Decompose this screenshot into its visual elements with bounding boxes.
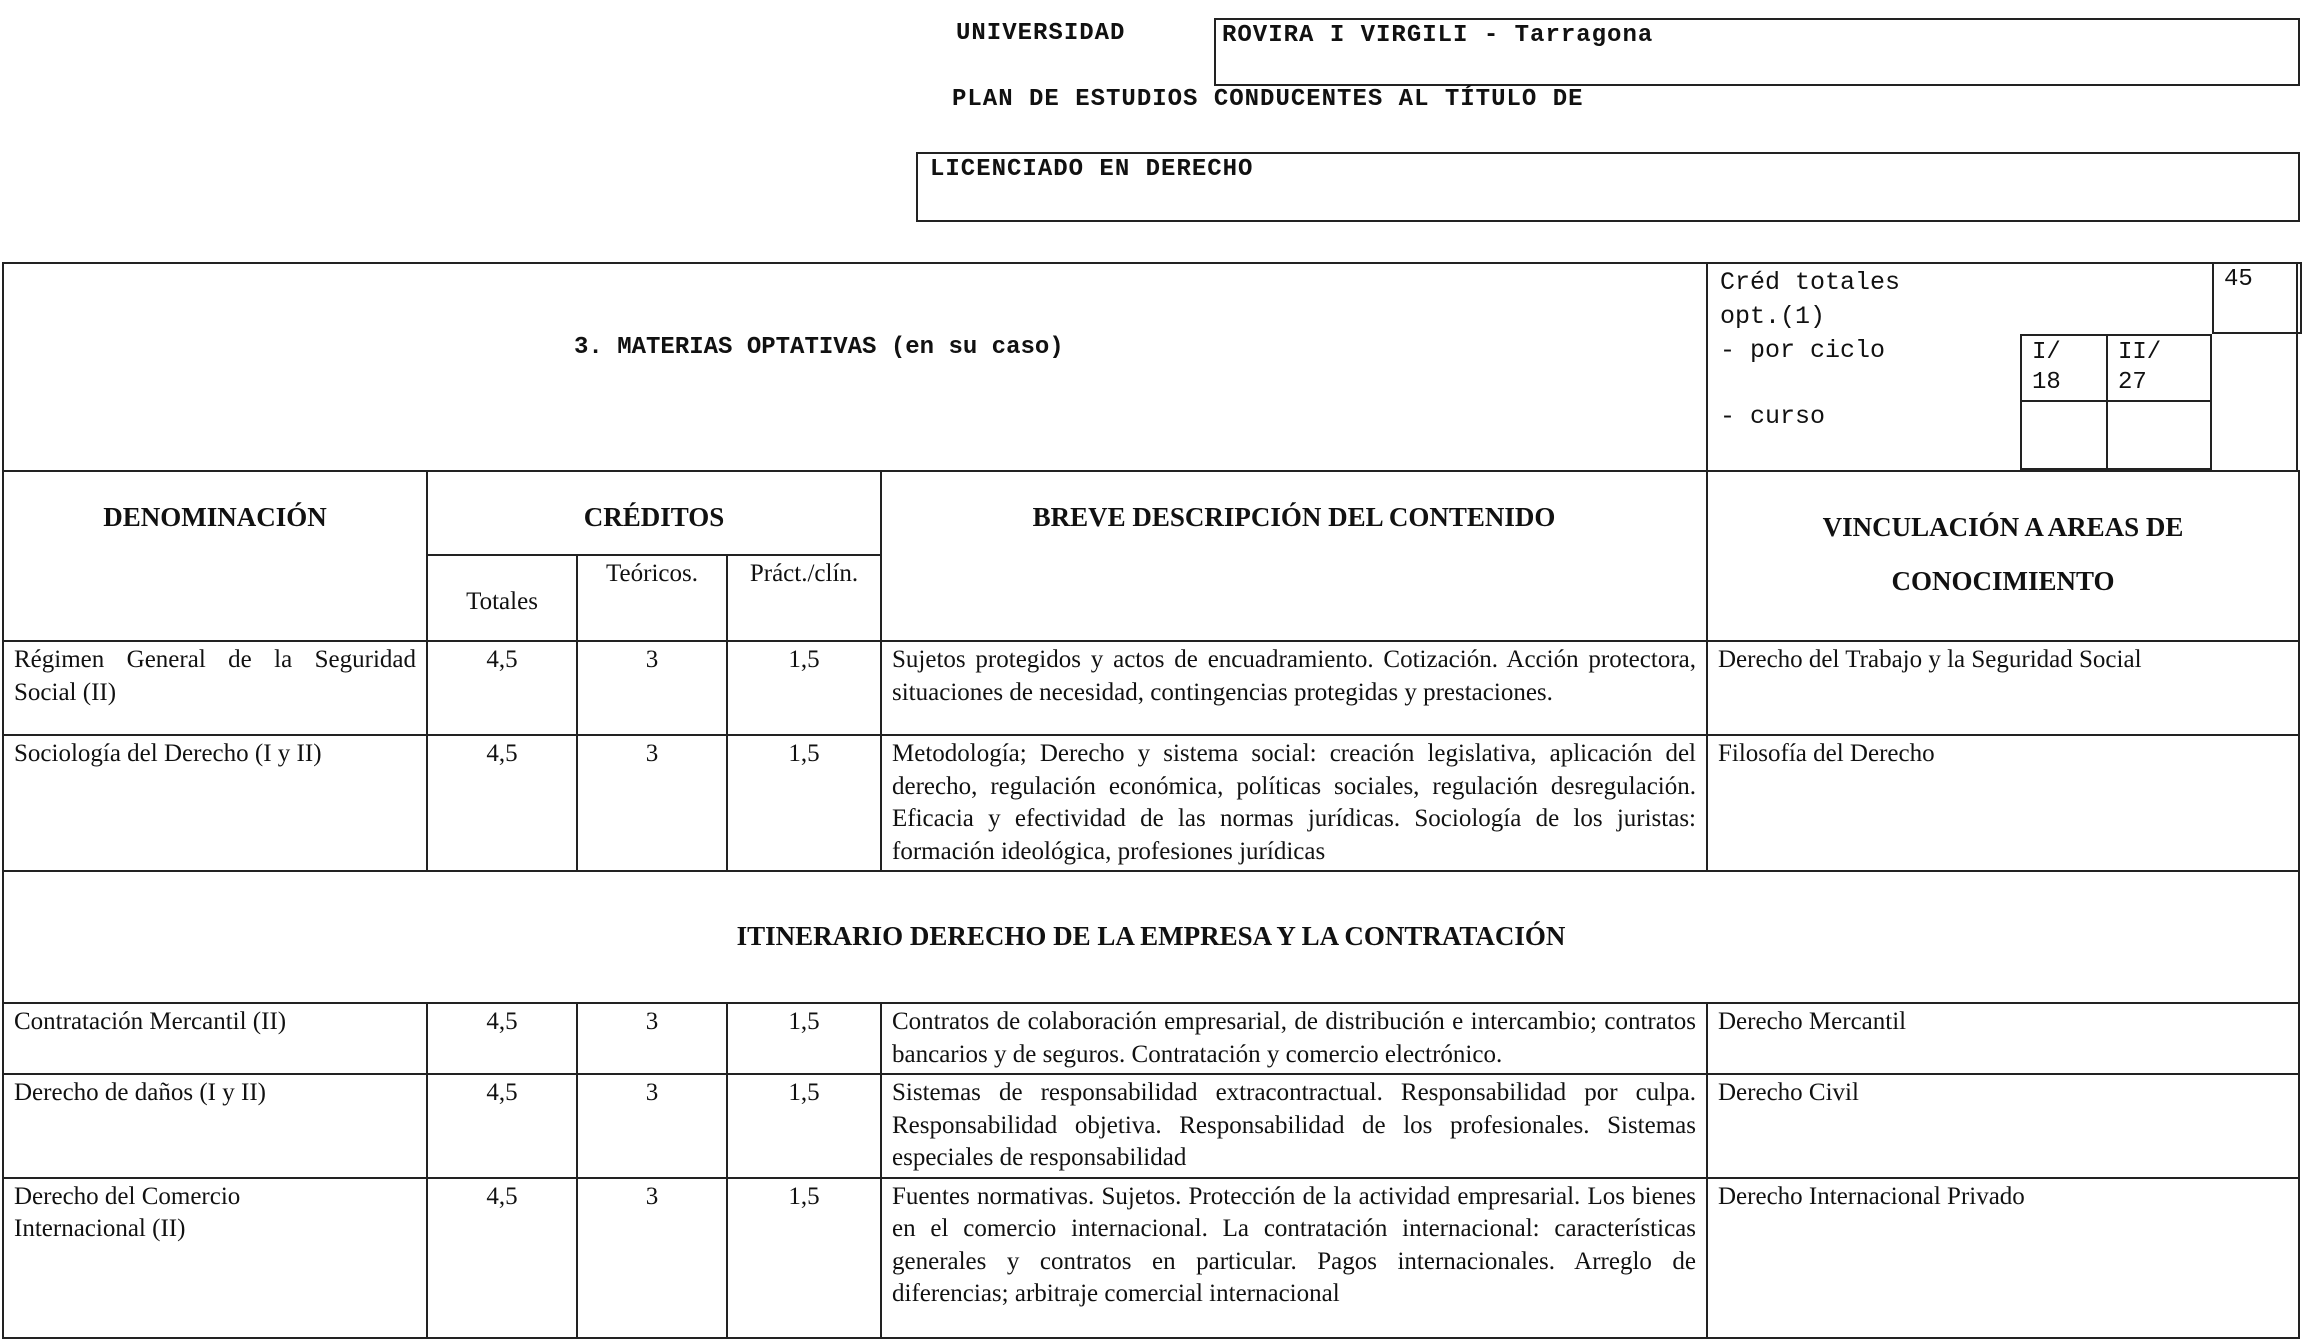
cred-label-line2: opt.(1) bbox=[1720, 302, 1826, 331]
row-teoricos: 3 bbox=[577, 1003, 727, 1074]
row-practicos: 1,5 bbox=[727, 641, 881, 735]
cred-total-value: 45 bbox=[2224, 266, 2253, 293]
row-area: Derecho Civil bbox=[1707, 1074, 2299, 1178]
ciclo-1 bbox=[2022, 336, 2106, 402]
row-practicos: 1,5 bbox=[727, 1178, 881, 1338]
row-practicos: 1,5 bbox=[727, 735, 881, 871]
ciclo-2 bbox=[2108, 336, 2210, 402]
table-row bbox=[3, 1074, 2299, 1178]
degree-box bbox=[916, 152, 2300, 222]
row-teoricos: 3 bbox=[577, 735, 727, 871]
header-creditos: CRÉDITOS bbox=[427, 471, 881, 555]
university-label: UNIVERSIDAD bbox=[956, 20, 1126, 47]
row-practicos: 1,5 bbox=[727, 1003, 881, 1074]
row-descripcion: Metodología; Derecho y sistema social: creación legislativa, aplicación del derecho, regulación económica, políticas sociales, regulación desregulación. Eficacia y efectividad de las normas jurídicas. Sociología de los juristas: formación ideológica, profesiones jurídicas bbox=[881, 735, 1707, 871]
row-area: Derecho Mercantil bbox=[1707, 1003, 2299, 1074]
row-totales: 4,5 bbox=[427, 1074, 577, 1178]
row-totales: 4,5 bbox=[427, 1003, 577, 1074]
ciclo-2-label: II/ bbox=[2118, 339, 2162, 366]
itinerario-title: ITINERARIO DERECHO DE LA EMPRESA Y LA CONTRATACIÓN bbox=[3, 871, 2299, 1003]
header-denominacion: DENOMINACIÓN bbox=[3, 471, 427, 641]
header-vinculacion-line2: CONOCIMIENTO bbox=[1891, 566, 2115, 596]
row-teoricos: 3 bbox=[577, 1178, 727, 1338]
row-descripcion: Sujetos protegidos y actos de encuadramiento. Cotización. Acción protectora, situaciones de necesidad, contingencias protegidas y prestaciones. bbox=[881, 641, 1707, 735]
header-totales: Totales bbox=[427, 555, 577, 641]
curso-label: - curso bbox=[1720, 402, 1826, 431]
row-name: Contratación Mercantil (II) bbox=[3, 1003, 427, 1074]
ciclo-1-value: 18 bbox=[2032, 369, 2061, 396]
row-descripcion: Sistemas de responsabilidad extracontractual. Responsabilidad por culpa. Responsabilidad objetiva. Responsabilidad de los profesionales. Sistemas especiales de responsabilidad bbox=[881, 1074, 1707, 1178]
table-row bbox=[3, 1178, 2299, 1338]
row-totales: 4,5 bbox=[427, 1178, 577, 1338]
header-teoricos: Teóricos. bbox=[577, 555, 727, 641]
row-name: Derecho del Comercio Internacional (II) bbox=[3, 1178, 427, 1338]
row-name: Sociología del Derecho (I y II) bbox=[3, 735, 427, 871]
ciclo-2-cell bbox=[2106, 334, 2212, 470]
por-ciclo-label: - por ciclo bbox=[1720, 336, 1886, 365]
university-name: ROVIRA I VIRGILI - Tarragona bbox=[1222, 22, 1654, 49]
row-area: Derecho del Trabajo y la Seguridad Social bbox=[1707, 641, 2299, 735]
header-practicos: Práct./clín. bbox=[727, 555, 881, 641]
section-heading: 3. MATERIAS OPTATIVAS (en su caso) bbox=[574, 334, 1064, 361]
row-name: Derecho de daños (I y II) bbox=[3, 1074, 427, 1178]
row-totales: 4,5 bbox=[427, 641, 577, 735]
row-totales: 4,5 bbox=[427, 735, 577, 871]
divider bbox=[1706, 264, 1708, 470]
optativas-table bbox=[2, 470, 2300, 1339]
row-area: Filosofía del Derecho bbox=[1707, 735, 2299, 871]
degree-title: LICENCIADO EN DERECHO bbox=[930, 156, 1254, 183]
cred-label bbox=[1720, 266, 1900, 434]
header-vinculacion-line1: VINCULACIÓN A AREAS DE bbox=[1822, 512, 2184, 542]
cred-label-line1: Créd totales bbox=[1720, 268, 1901, 297]
row-practicos: 1,5 bbox=[727, 1074, 881, 1178]
row-teoricos: 3 bbox=[577, 641, 727, 735]
row-teoricos: 3 bbox=[577, 1074, 727, 1178]
ciclo-1-label: I/ bbox=[2032, 339, 2061, 366]
university-name-box bbox=[1214, 18, 2300, 86]
row-name: Régimen General de la Seguridad Social (II) bbox=[3, 641, 427, 735]
table-row bbox=[3, 641, 2299, 735]
cred-total-cell bbox=[2212, 262, 2302, 334]
plan-label: PLAN DE ESTUDIOS CONDUCENTES AL TÍTULO DE bbox=[952, 86, 1584, 113]
table-row bbox=[3, 735, 2299, 871]
row-area: Derecho Internacional Privado bbox=[1707, 1178, 2299, 1338]
optativas-summary bbox=[2, 262, 2298, 472]
table-row bbox=[3, 1003, 2299, 1074]
ciclo-1-cell bbox=[2020, 334, 2108, 470]
header-vinculacion bbox=[1707, 471, 2299, 641]
ciclo-2-value: 27 bbox=[2118, 369, 2147, 396]
row-descripcion: Contratos de colaboración empresarial, de distribución e intercambio; contratos bancarios y de seguros. Contratación y comercio electrónico. bbox=[881, 1003, 1707, 1074]
header-descripcion: BREVE DESCRIPCIÓN DEL CONTENIDO bbox=[881, 471, 1707, 641]
row-descripcion: Fuentes normativas. Sujetos. Protección de la actividad empresarial. Los bienes en el comercio internacional. La contratación internacional: características generales y contratos en particular. Pagos internacionales. Arreglo de diferencias; arbitraje comercial internacional bbox=[881, 1178, 1707, 1338]
